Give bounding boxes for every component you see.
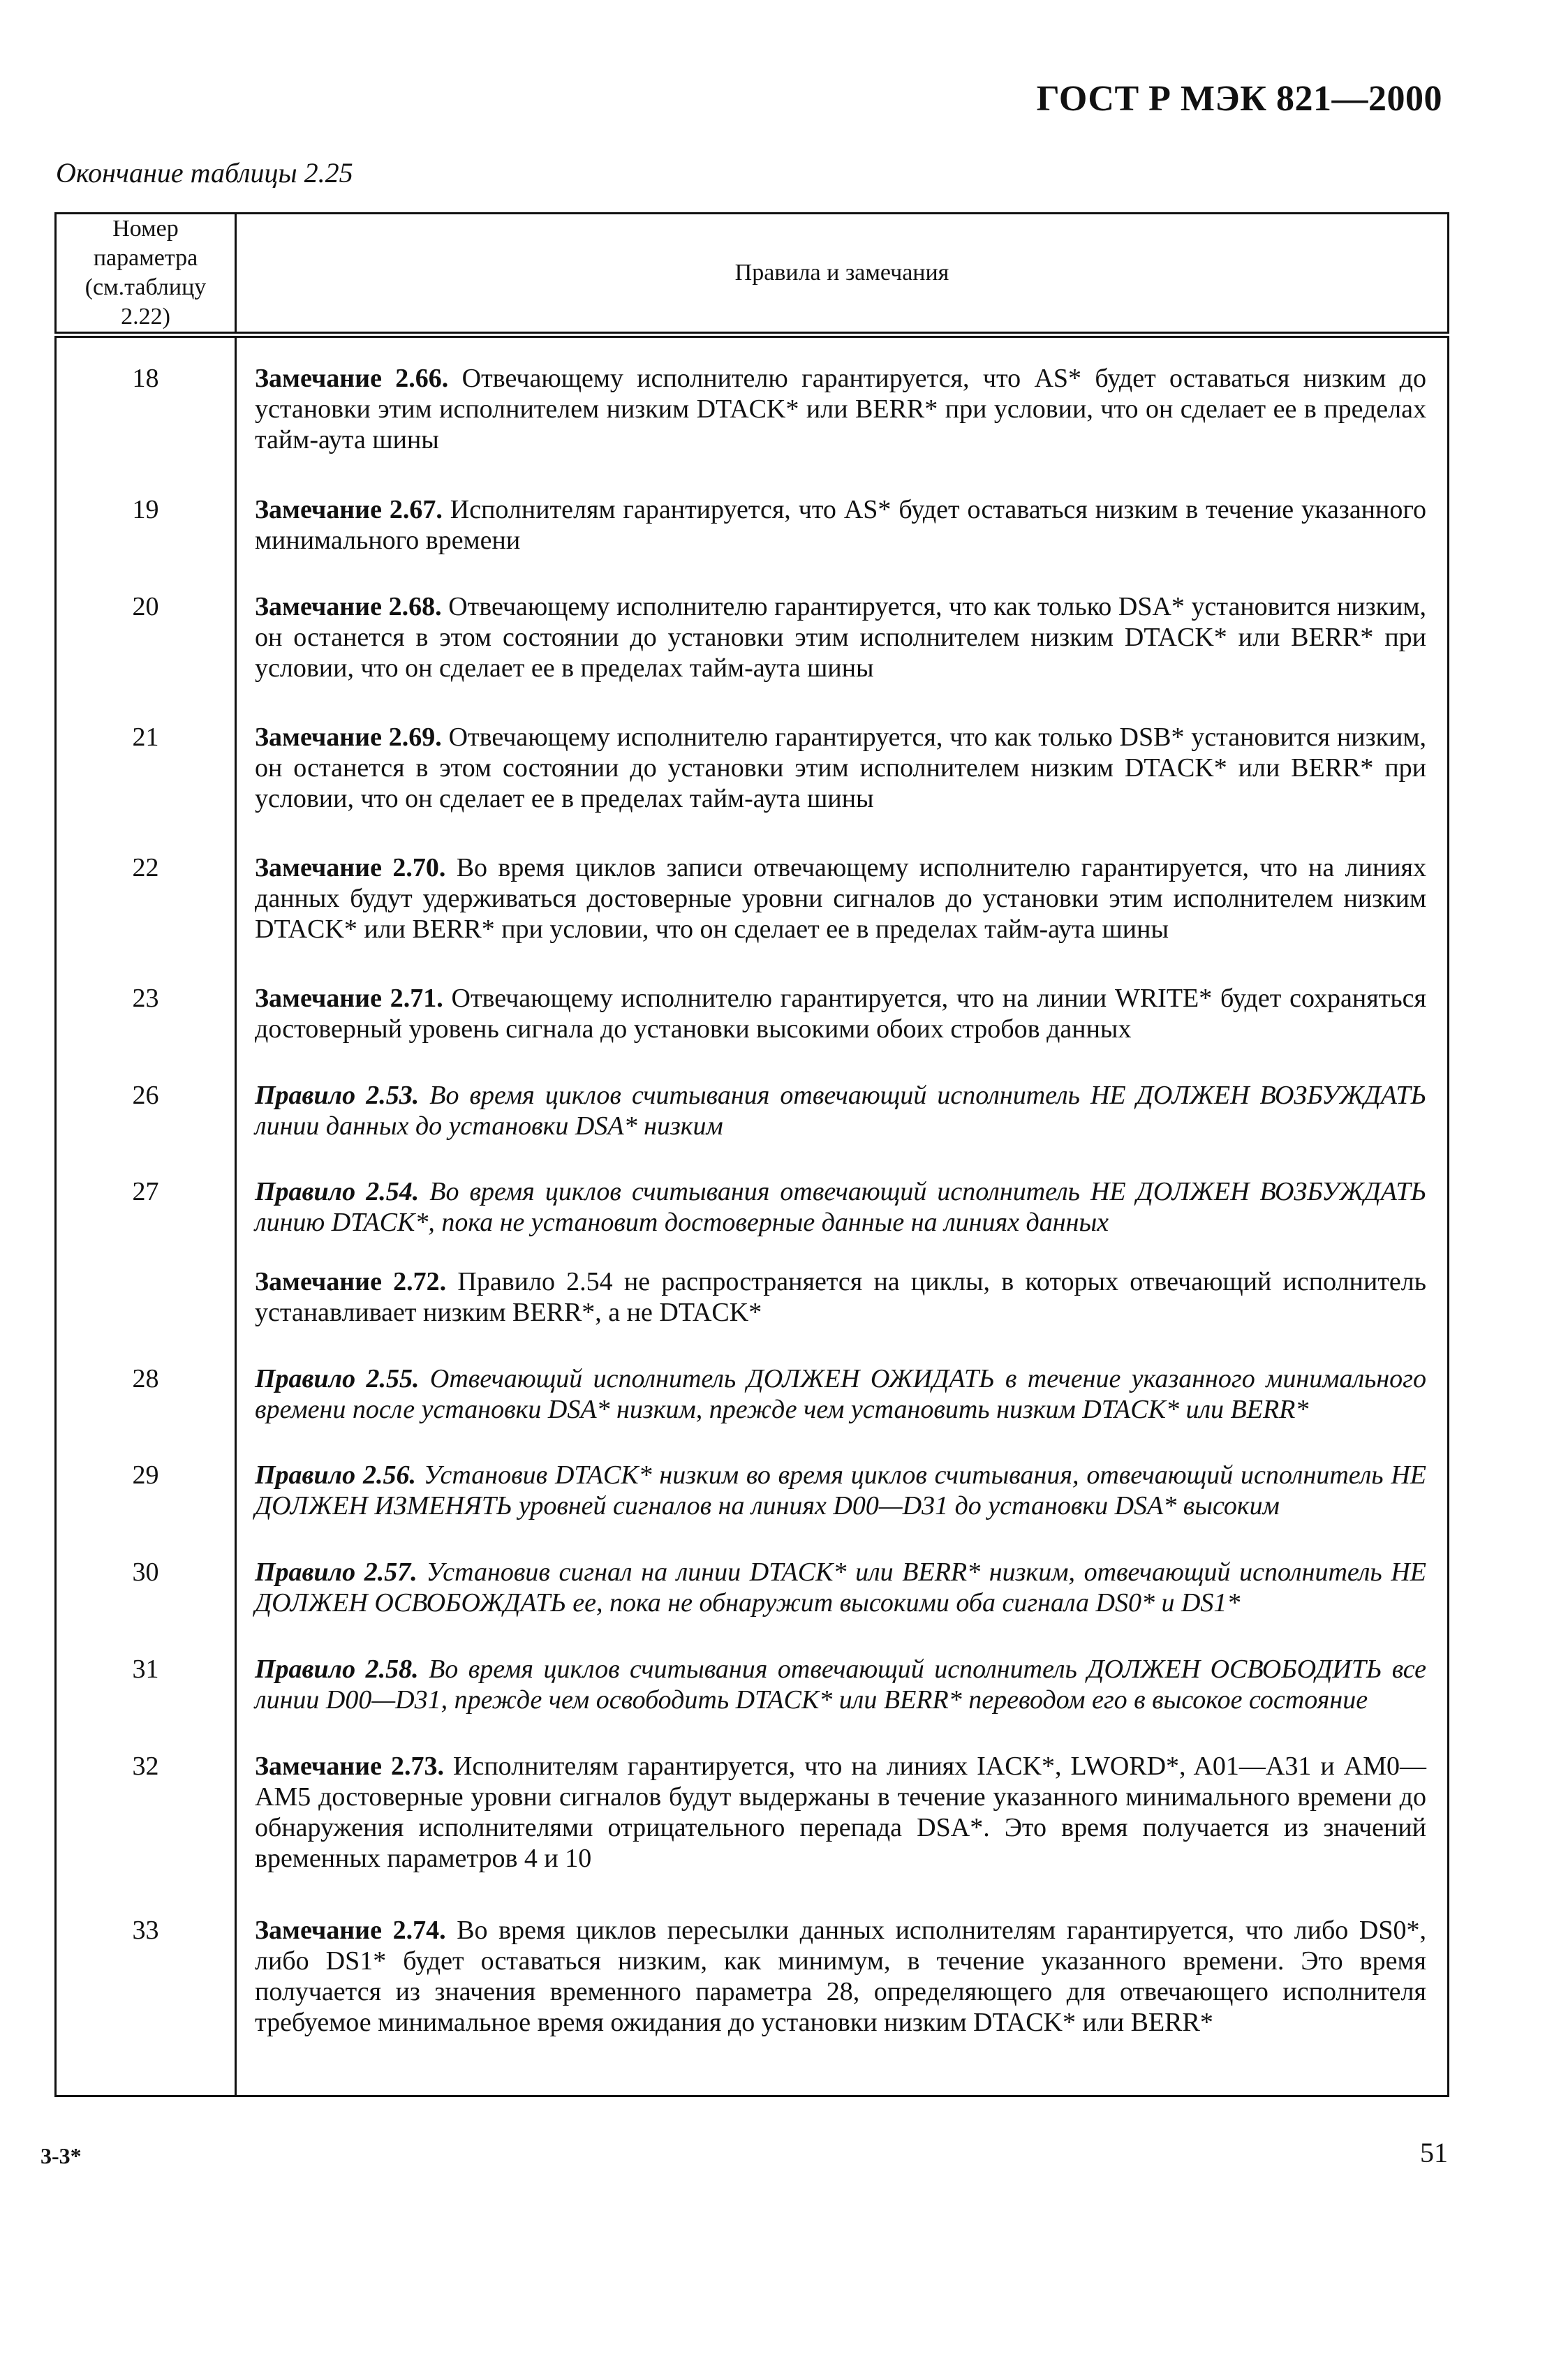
note-body: Во время циклов записи отвечающему исполнителю гарантируется, что на линиях данных будут удерживаться достоверные уровни сигналов до установки этим исполнителем низким DTACK* или BERR* при условии, что он сделает ее в пределах тайм-аута шины <box>255 852 1427 944</box>
table-row <box>56 577 1449 708</box>
rule-body: Во время циклов считывания отвечающий исполнитель НЕ ДОЛЖЕН ВОЗБУЖДАТЬ линию DTACK*, пока не установит достоверные данные на линиях данных <box>255 1177 1427 1238</box>
table-row <box>56 1349 1449 1446</box>
rule-text <box>236 1259 1449 1349</box>
note-body: Отвечающему исполнителю гарантируется, что на линии WRITE* будет сохраняться достоверный уровень сигнала до установки высокими обоих стробов данных <box>255 983 1426 1044</box>
rule-text <box>236 1162 1449 1259</box>
table-header-row <box>56 214 1449 335</box>
param-number: 19 <box>132 495 159 525</box>
rule-label: Правило 2.53. <box>255 1080 420 1110</box>
rule-label: Правило 2.54. <box>255 1177 420 1207</box>
param-number: 31 <box>132 1655 159 1685</box>
table-row <box>56 1446 1449 1543</box>
note-label: Замечание 2.68. <box>255 592 442 622</box>
filler-cell <box>56 2064 236 2096</box>
note-label: Замечание 2.67. <box>255 495 443 525</box>
param-number-header: Номер параметра (см.таблицу 2.22) <box>56 214 236 335</box>
note-body: Отвечающему исполнителю гарантируется, что как только DSA* установится низким, он останется в этом состоянии до установки этим исполнителем низким DTACK* или BERR* при условии, что он сделает ее в пределах тайм-аута шины <box>255 592 1427 683</box>
note-label: Замечание 2.72. <box>255 1267 447 1297</box>
rule-body: Установив сигнал на линии DTACK* или BERR* низким, отвечающий исполнитель НЕ ДОЛЖЕН ОСВОБОЖДАТЬ ее, пока не обнаружит высокими оба сигнала DS0* и DS1* <box>255 1557 1426 1618</box>
note-label: Замечание 2.66. <box>255 364 449 393</box>
param-number: 26 <box>132 1080 159 1110</box>
table-row <box>56 1162 1449 1259</box>
param-number: 21 <box>132 723 159 753</box>
param-number: 32 <box>132 1752 159 1782</box>
note-body: Отвечающему исполнителю гарантируется, что AS* будет оставаться низким до установки этим исполнителем низким DTACK* или BERR* при условии, что он сделает ее в пределах тайм-аута шины <box>255 364 1426 454</box>
rule-text <box>236 1349 1449 1446</box>
note-label: Замечание 2.74. <box>255 1915 446 1945</box>
rule-text <box>236 838 1449 969</box>
sheet-mark: 3-3* <box>40 2143 82 2168</box>
table-row <box>56 1259 1449 1349</box>
table-row <box>56 480 1449 577</box>
rule-label: Правило 2.57. <box>255 1557 417 1588</box>
rule-label: Правило 2.56. <box>255 1460 416 1490</box>
note-body: Во время циклов пересылки данных исполнителям гарантируется, что либо DS0*, либо DS1* будет оставаться низким, как минимум, в течение указанного времени. Это время получается из значения временного параметра 28, определяющего для отвечающего исполнителя требуемое минимальное время ожидания до установки низким DTACK* или BERR* <box>255 1915 1427 2037</box>
rule-body: Во время циклов считывания отвечающий исполнитель ДОЛЖЕН ОСВОБОДИТЬ все линии D00—D31, прежде чем освободить DTACK* или BERR* переводом его в высокое состояние <box>255 1655 1426 1715</box>
rule-label: Правило 2.58. <box>255 1655 419 1685</box>
rule-label: Правило 2.55. <box>255 1363 420 1393</box>
rule-body: Установив DTACK* низким во время циклов считывания, отвечающий исполнитель НЕ ДОЛЖЕН ИЗМЕНЯТЬ уровней сигналов на линиях D00—D31 до установки DSA* высоким <box>255 1460 1427 1521</box>
table-row <box>56 1640 1449 1737</box>
param-number: 33 <box>132 1915 159 1945</box>
param-number: 27 <box>132 1177 159 1207</box>
table-row <box>56 1737 1449 1900</box>
note-label: Замечание 2.73. <box>255 1752 444 1782</box>
rule-body: Во время циклов считывания отвечающий исполнитель НЕ ДОЛЖЕН ВОЗБУЖДАТЬ линии данных до установки DSA* низким <box>255 1080 1427 1141</box>
note-body: Исполнителям гарантируется, что на линиях IACK*, LWORD*, A01—A31 и AM0—AM5 достоверные уровни сигналов будут выдержаны в течение указанного минимального времени до обнаружения исполнителями отрицательного перепада DSA*. Это время получается из значений временных параметров 4 и 10 <box>255 1752 1426 1874</box>
page-number: 51 <box>1420 2137 1448 2168</box>
param-number: 18 <box>132 364 159 393</box>
param-number: 30 <box>132 1557 159 1588</box>
rule-text <box>236 335 1449 481</box>
note-label: Замечание 2.71. <box>255 983 443 1013</box>
table-row <box>56 1543 1449 1640</box>
table-row <box>56 335 1449 481</box>
table-filler-row <box>56 2064 1449 2096</box>
note-body: Правило 2.54 не распространяется на циклы, в которых отвечающий исполнитель устанавливает низким BERR*, а не DTACK* <box>255 1267 1426 1328</box>
table-row <box>56 838 1449 969</box>
table-row <box>56 1901 1449 2064</box>
param-number: 23 <box>132 983 159 1013</box>
table-row <box>56 969 1449 1066</box>
rule-text <box>236 577 1449 708</box>
standard-designation: ГОСТ Р МЭК 821—2000 <box>1036 79 1442 119</box>
param-number: 28 <box>132 1363 159 1393</box>
param-number <box>56 1259 236 1349</box>
note-label: Замечание 2.69. <box>255 723 442 753</box>
param-number: 22 <box>132 852 159 882</box>
filler-cell <box>236 2064 1449 2096</box>
note-body: Отвечающему исполнителю гарантируется, что как только DSB* установится низким, он останется в этом состоянии до установки этим исполнителем низким DTACK* или BERR* при условии, что он сделает ее в пределах тайм-аута шины <box>255 723 1426 814</box>
rule-text <box>236 1446 1449 1543</box>
rule-text <box>236 480 1449 577</box>
param-number: 20 <box>132 592 159 622</box>
param-number: 29 <box>132 1460 159 1490</box>
rule-body: Отвечающий исполнитель ДОЛЖЕН ОЖИДАТЬ в течение указанного минимального времени после установки DSA* низким, прежде чем установить низким DTACK* или BERR* <box>255 1363 1426 1424</box>
note-label: Замечание 2.70. <box>255 852 446 882</box>
rules-table <box>54 212 1449 2097</box>
rule-text <box>236 1543 1449 1640</box>
table-row <box>56 1066 1449 1163</box>
rule-text <box>236 1066 1449 1163</box>
table-row <box>56 708 1449 838</box>
rule-text <box>236 1737 1449 1900</box>
rule-text <box>236 1901 1449 2064</box>
table-caption: Окончание таблицы 2.25 <box>56 157 353 188</box>
rule-text <box>236 1640 1449 1737</box>
rule-text <box>236 708 1449 838</box>
rules-header: Правила и замечания <box>236 214 1449 335</box>
note-body: Исполнителям гарантируется, что AS* будет оставаться низким в течение указанного минимального времени <box>255 495 1426 556</box>
rule-text <box>236 969 1449 1066</box>
